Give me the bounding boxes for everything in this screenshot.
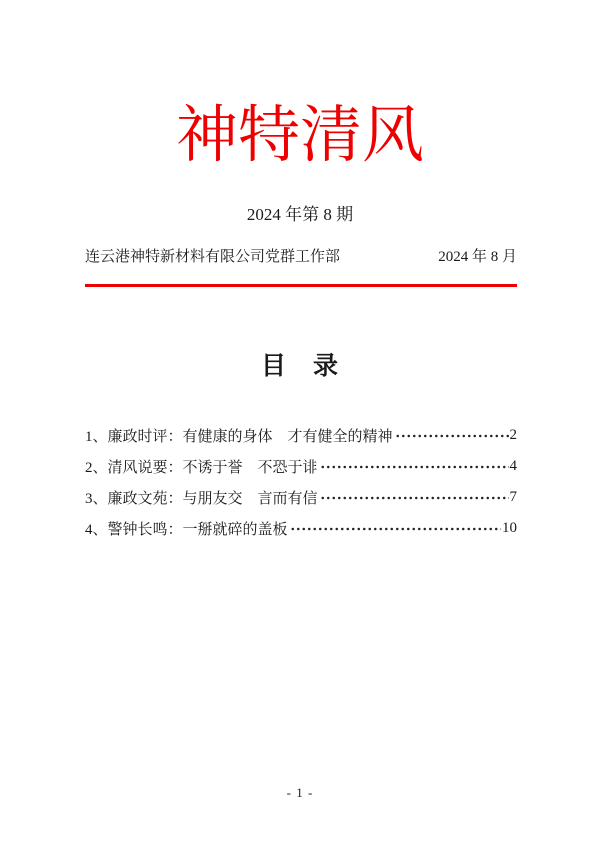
toc-item-page: 2: [509, 427, 517, 443]
toc-item-label: 4、警钟长鸣：一掰就碎的盖板: [85, 522, 288, 538]
toc-item[interactable]: [85, 482, 517, 513]
toc-list: [85, 420, 517, 544]
toc-heading: 目 录: [260, 353, 339, 380]
toc-item-label: 2、清风说要：不诱于誉 不恐于诽: [85, 460, 318, 476]
toc-item-page: 10: [502, 520, 517, 536]
toc-item[interactable]: [85, 420, 517, 451]
dot-leader: [320, 451, 509, 482]
newsletter-title: 神特清风: [175, 102, 424, 170]
toc-item-label: 1、廉政时评：有健康的身体 才有健全的精神: [85, 429, 393, 445]
publisher-department: 连云港神特新材料有限公司党群工作部: [85, 249, 341, 265]
dot-leader: [320, 482, 509, 513]
dot-leader: [395, 420, 509, 451]
publisher-date-row: [85, 248, 517, 266]
publish-date: 2024 年 8 月: [438, 249, 517, 265]
divider-line: [85, 284, 517, 287]
toc-item-label: 3、廉政文苑：与朋友交 言而有信: [85, 491, 318, 507]
toc-item-page: 4: [509, 458, 517, 474]
toc-item[interactable]: [85, 451, 517, 482]
toc-item-page: 7: [509, 489, 517, 505]
dot-leader: [290, 513, 501, 544]
issue-line: 2024 年第 8 期: [246, 205, 354, 224]
toc-item[interactable]: [85, 513, 517, 544]
page-number: - 1 -: [286, 785, 314, 800]
